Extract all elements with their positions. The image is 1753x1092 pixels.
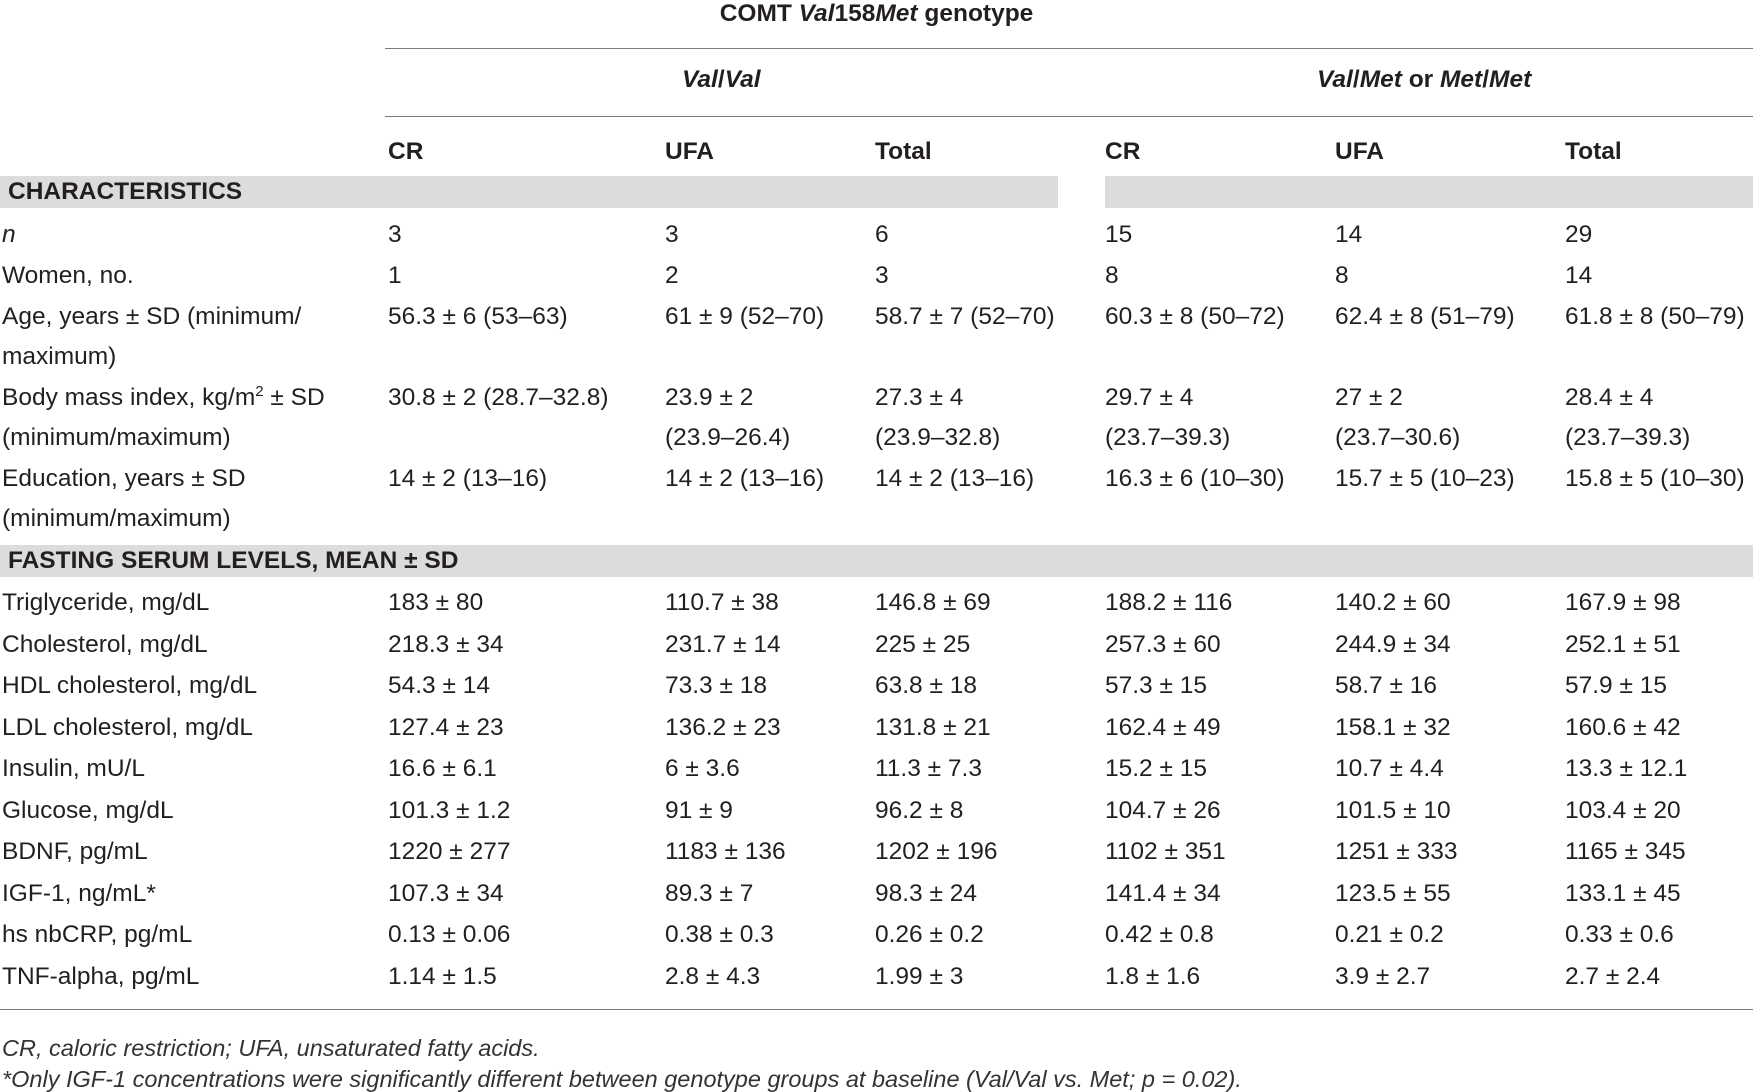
group-rule bbox=[385, 116, 1753, 117]
table-cell: 30.8 ± 2 (28.7–32.8) bbox=[388, 384, 609, 411]
table-cell: (23.7–30.6) bbox=[1335, 424, 1461, 451]
table-cell: 136.2 ± 23 bbox=[665, 714, 781, 741]
table-cell: 1 bbox=[388, 262, 402, 289]
table-cell: 1165 ± 345 bbox=[1565, 838, 1686, 865]
table-cell: 27 ± 2 bbox=[1335, 384, 1403, 411]
table-cell: 58.7 ± 7 (52–70) bbox=[875, 303, 1055, 330]
table-cell: 131.8 ± 21 bbox=[875, 714, 991, 741]
table-cell: 15.7 ± 5 (10–23) bbox=[1335, 465, 1515, 492]
table-cell: 57.9 ± 15 bbox=[1565, 672, 1667, 699]
table-cell: 6 bbox=[875, 221, 889, 248]
row-label: TNF-alpha, pg/mL bbox=[2, 963, 200, 990]
table-cell: 57.3 ± 15 bbox=[1105, 672, 1207, 699]
table-cell: 101.3 ± 1.2 bbox=[388, 797, 511, 824]
column-header: UFA bbox=[1335, 138, 1384, 165]
row-label: HDL cholesterol, mg/dL bbox=[2, 672, 258, 699]
table-cell: (23.7–39.3) bbox=[1105, 424, 1231, 451]
footnote: CR, caloric restriction; UFA, unsaturated fatty acids. bbox=[2, 1035, 540, 1061]
row-label: Glucose, mg/dL bbox=[2, 797, 174, 824]
column-header: Total bbox=[1565, 138, 1622, 165]
table-cell: 29 bbox=[1565, 221, 1593, 248]
table-cell: 16.3 ± 6 (10–30) bbox=[1105, 465, 1285, 492]
table-cell: 15.8 ± 5 (10–30) bbox=[1565, 465, 1745, 492]
bottom-rule bbox=[0, 1009, 1753, 1010]
section-title-characteristics: CHARACTERISTICS bbox=[8, 178, 243, 205]
table-cell: 0.21 ± 0.2 bbox=[1335, 921, 1444, 948]
footnote: *Only IGF-1 concentrations were significantly different between genotype groups at baseline (Val/Val vs. Met; p = 0.02). bbox=[2, 1066, 1242, 1092]
table-cell: 0.42 ± 0.8 bbox=[1105, 921, 1214, 948]
table-cell: 167.9 ± 98 bbox=[1565, 589, 1681, 616]
table-cell: 231.7 ± 14 bbox=[665, 631, 781, 658]
table-cell: 1.8 ± 1.6 bbox=[1105, 963, 1201, 990]
table-cell: 107.3 ± 34 bbox=[388, 880, 504, 907]
table-cell: 160.6 ± 42 bbox=[1565, 714, 1681, 741]
table-cell: 162.4 ± 49 bbox=[1105, 714, 1221, 741]
table-cell: 10.7 ± 4.4 bbox=[1335, 755, 1444, 782]
table-cell: 61 ± 9 (52–70) bbox=[665, 303, 825, 330]
table-cell: 133.1 ± 45 bbox=[1565, 880, 1681, 907]
table-title: COMT Val158Met genotype bbox=[719, 0, 1034, 27]
table-cell: 1183 ± 136 bbox=[665, 838, 786, 865]
table-cell: 62.4 ± 8 (51–79) bbox=[1335, 303, 1515, 330]
table-cell: 1220 ± 277 bbox=[388, 838, 511, 865]
row-label: Age, years ± SD (minimum/ bbox=[2, 303, 302, 330]
table-cell: 252.1 ± 51 bbox=[1565, 631, 1681, 658]
row-label: Triglyceride, mg/dL bbox=[2, 589, 210, 616]
table-cell: 14 ± 2 (13–16) bbox=[665, 465, 825, 492]
row-label: (minimum/maximum) bbox=[2, 424, 231, 451]
table-cell: 63.8 ± 18 bbox=[875, 672, 977, 699]
row-label: Women, no. bbox=[2, 262, 134, 289]
table-cell: 98.3 ± 24 bbox=[875, 880, 977, 907]
table-cell: 244.9 ± 34 bbox=[1335, 631, 1451, 658]
table-cell: 188.2 ± 116 bbox=[1105, 589, 1233, 616]
table-cell: 58.7 ± 16 bbox=[1335, 672, 1437, 699]
table-cell: 14 ± 2 (13–16) bbox=[875, 465, 1035, 492]
table-cell: 257.3 ± 60 bbox=[1105, 631, 1221, 658]
table-cell: 158.1 ± 32 bbox=[1335, 714, 1451, 741]
column-header: Total bbox=[875, 138, 932, 165]
table-cell: 3.9 ± 2.7 bbox=[1335, 963, 1431, 990]
table-cell: 141.4 ± 34 bbox=[1105, 880, 1221, 907]
row-label: Body mass index, $kg/m^2$ ± SD bbox=[2, 383, 325, 411]
group-header-val-val: Val/Val bbox=[682, 66, 761, 93]
row-label: n bbox=[2, 221, 16, 248]
table-cell: 101.5 ± 10 bbox=[1335, 797, 1451, 824]
table-cell: 6 ± 3.6 bbox=[665, 755, 740, 782]
row-label: BDNF, pg/mL bbox=[2, 838, 148, 865]
table-cell: 3 bbox=[388, 221, 402, 248]
title-rule bbox=[385, 48, 1753, 49]
table-cell: 89.3 ± 7 bbox=[665, 880, 754, 907]
table-cell: (23.7–39.3) bbox=[1565, 424, 1691, 451]
row-label: IGF-1, ng/mL* bbox=[2, 880, 156, 907]
table-cell: 2 bbox=[665, 262, 679, 289]
table-cell: 13.3 ± 12.1 bbox=[1565, 755, 1688, 782]
table-cell: 11.3 ± 7.3 bbox=[875, 755, 982, 782]
table-cell: 104.7 ± 26 bbox=[1105, 797, 1221, 824]
table-cell: 1.14 ± 1.5 bbox=[388, 963, 497, 990]
table-cell: 91 ± 9 bbox=[665, 797, 733, 824]
row-label: hs nbCRP, pg/mL bbox=[2, 921, 193, 948]
row-label: (minimum/maximum) bbox=[2, 505, 231, 532]
table-cell: 0.38 ± 0.3 bbox=[665, 921, 774, 948]
table-cell: 3 bbox=[665, 221, 679, 248]
table-cell: 225 ± 25 bbox=[875, 631, 971, 658]
table-cell: 0.13 ± 0.06 bbox=[388, 921, 511, 948]
table-cell: 183 ± 80 bbox=[388, 589, 484, 616]
table-cell: (23.9–26.4) bbox=[665, 424, 791, 451]
table-cell: 15.2 ± 15 bbox=[1105, 755, 1207, 782]
table-cell: 14 bbox=[1335, 221, 1363, 248]
table-cell: 0.26 ± 0.2 bbox=[875, 921, 984, 948]
table-cell: 96.2 ± 8 bbox=[875, 797, 964, 824]
table-cell: 140.2 ± 60 bbox=[1335, 589, 1451, 616]
table-cell: 61.8 ± 8 (50–79) bbox=[1565, 303, 1745, 330]
table-cell: 0.33 ± 0.6 bbox=[1565, 921, 1674, 948]
table-cell: 1.99 ± 3 bbox=[875, 963, 964, 990]
table-cell: 127.4 ± 23 bbox=[388, 714, 504, 741]
table-cell: 1102 ± 351 bbox=[1105, 838, 1226, 865]
section-band-characteristics-right bbox=[1105, 176, 1753, 208]
table-cell: 60.3 ± 8 (50–72) bbox=[1105, 303, 1285, 330]
table-cell: 14 bbox=[1565, 262, 1593, 289]
table-cell: 15 bbox=[1105, 221, 1133, 248]
column-header: CR bbox=[388, 138, 424, 165]
column-header: CR bbox=[1105, 138, 1141, 165]
table-cell: 123.5 ± 55 bbox=[1335, 880, 1451, 907]
table-cell: 2.7 ± 2.4 bbox=[1565, 963, 1661, 990]
table-cell: 23.9 ± 2 bbox=[665, 384, 754, 411]
row-label: Education, years ± SD bbox=[2, 465, 246, 492]
table-cell: 1251 ± 333 bbox=[1335, 838, 1458, 865]
table-cell: 14 ± 2 (13–16) bbox=[388, 465, 548, 492]
table-cell: 29.7 ± 4 bbox=[1105, 384, 1194, 411]
table-cell: (23.9–32.8) bbox=[875, 424, 1001, 451]
table-cell: 1202 ± 196 bbox=[875, 838, 998, 865]
table-cell: 28.4 ± 4 bbox=[1565, 384, 1654, 411]
table-cell: 27.3 ± 4 bbox=[875, 384, 964, 411]
table-cell: 3 bbox=[875, 262, 889, 289]
row-label: LDL cholesterol, mg/dL bbox=[2, 714, 254, 741]
row-label: Cholesterol, mg/dL bbox=[2, 631, 208, 658]
table-cell: 110.7 ± 38 bbox=[665, 589, 779, 616]
table-cell: 16.6 ± 6.1 bbox=[388, 755, 497, 782]
table-cell: 218.3 ± 34 bbox=[388, 631, 504, 658]
section-title-fasting-serum: FASTING SERUM LEVELS, MEAN ± SD bbox=[8, 547, 459, 574]
table-cell: 8 bbox=[1335, 262, 1349, 289]
table-cell: 73.3 ± 18 bbox=[665, 672, 767, 699]
row-label: maximum) bbox=[2, 343, 117, 370]
table-cell: 8 bbox=[1105, 262, 1119, 289]
table-cell: 2.8 ± 4.3 bbox=[665, 963, 761, 990]
table-cell: 54.3 ± 14 bbox=[388, 672, 490, 699]
column-header: UFA bbox=[665, 138, 714, 165]
group-header-val-met-or-met-met: Val/Met or Met/Met bbox=[1317, 66, 1532, 93]
row-label: Insulin, mU/L bbox=[2, 755, 145, 782]
table-cell: 146.8 ± 69 bbox=[875, 589, 991, 616]
table-cell: 103.4 ± 20 bbox=[1565, 797, 1681, 824]
table-cell: 56.3 ± 6 (53–63) bbox=[388, 303, 568, 330]
